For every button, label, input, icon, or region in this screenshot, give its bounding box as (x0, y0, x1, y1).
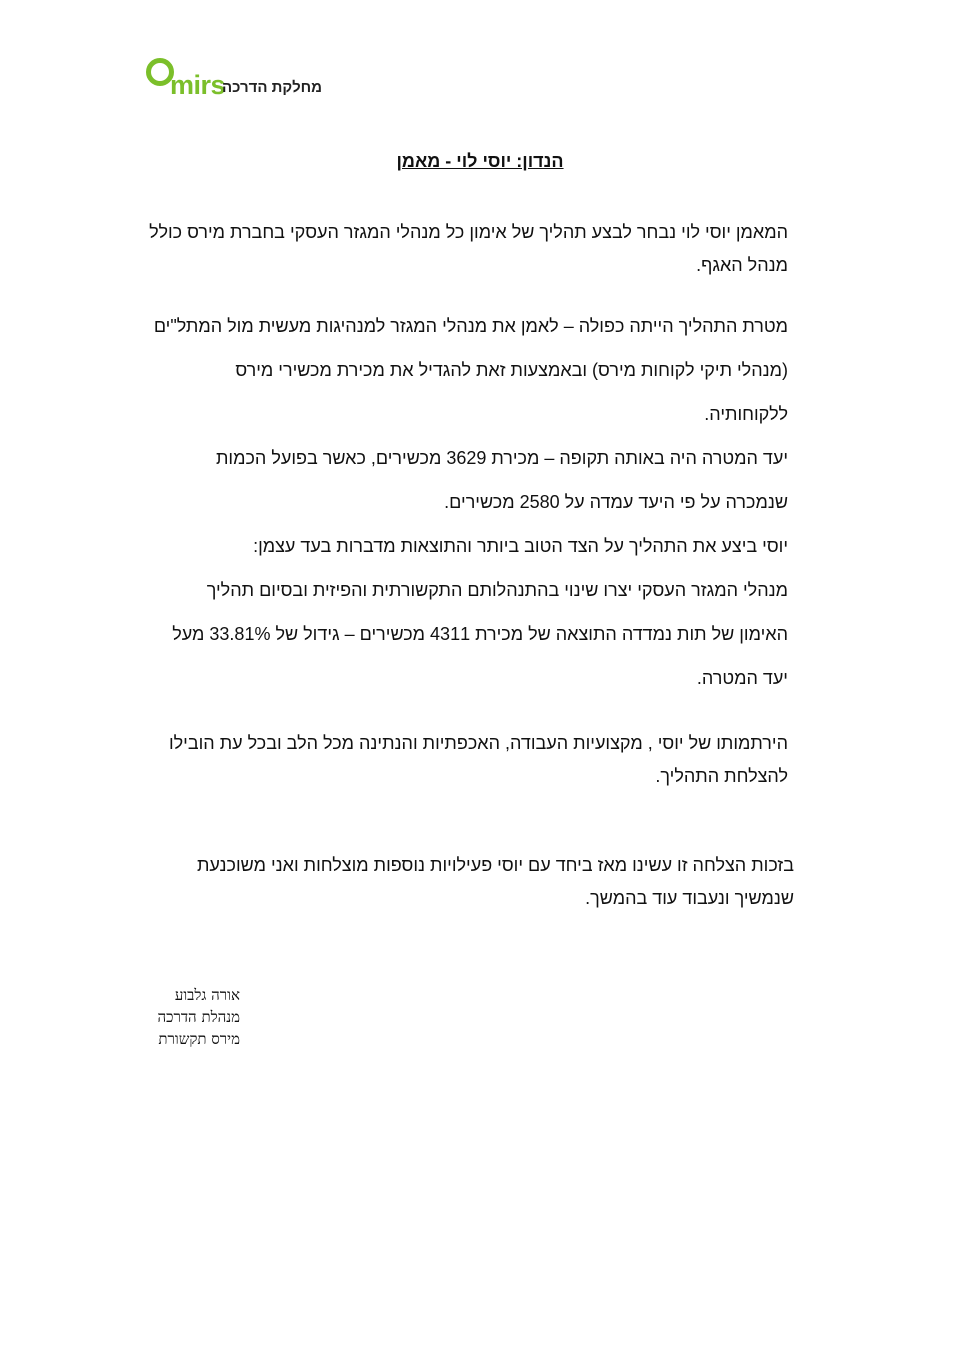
paragraph-line: ללקוחותיה. (704, 404, 788, 424)
paragraph-line: יעד המטרה. (696, 668, 788, 688)
company-logo (146, 58, 323, 102)
paragraph-line: שנמכרה על פי היעד עמדה על 2580 מכשירים. (444, 492, 788, 512)
letter-subject: הנדון: יוסי לוי - מאמן (396, 151, 564, 171)
paragraph-line: בזכות הצלחה זו עשינו מאז ביחד עם יוסי פעילויות נוספות מוצלחות ואני משוכנעת (196, 855, 794, 875)
paragraph-closing (197, 849, 794, 915)
signature-name: אורה גלבוע (174, 986, 240, 1004)
signature-company: מירס תקשורת (158, 1030, 240, 1048)
paragraph-line: המאמן יוסי לוי נבחר לבצע תהליך של אימון כל מנהלי המגזר העסקי בחברת מירס כולל (149, 222, 788, 242)
paragraph-line: מנהל האגף. (696, 255, 788, 275)
paragraph-line: מנהלי המגזר העסקי יצרו שינוי בהתנהלותם התקשורתית והפיזית ובסיום תהליך (206, 580, 788, 600)
paragraph-line: יעד המטרה היה באותה תקופה – מכירת 3629 מכשירים, כאשר בפועל הכמות (215, 448, 788, 468)
paragraph-line: (מנהלי תיקי לקוחות מירס) ובאמצעות זאת להגדיל את מכירת מכשירי מירס (235, 360, 788, 380)
signature-title: מנהלת הדרכה (157, 1008, 240, 1026)
paragraph-line: מטרת התהליך הייתה כפולה – לאמן את מנהלי המגזר למנהיגות מעשית מול המתל"ים (153, 316, 788, 336)
signature-block (140, 984, 240, 1050)
paragraph-line: להצלחת התהליך. (655, 766, 788, 786)
paragraph-appointment (149, 216, 788, 282)
paragraph-line: יוסי ביצע את התהליך על הצד הטוב ביותר והתוצאות מדברות בעד עצמן: (253, 536, 788, 556)
paragraph-line: הירתמותו של יוסי , מקצועיות העבודה, האכפתיות והנתינה מכל הלב ובכל עת הובילו (168, 733, 788, 753)
logo-department-text: מחלקת הדרכה (222, 79, 323, 96)
paragraph-goals-results (154, 304, 788, 700)
paragraph-line: האימון של תות נמדדה התוצאה של מכירת 4311 מכשירים – גידול של 33.81% מעל (172, 624, 788, 644)
logo-brand-text: mirs (170, 70, 226, 100)
paragraph-line: שנמשיך ונעבוד עוד בהמשך. (585, 888, 794, 908)
paragraph-dedication (169, 727, 788, 793)
